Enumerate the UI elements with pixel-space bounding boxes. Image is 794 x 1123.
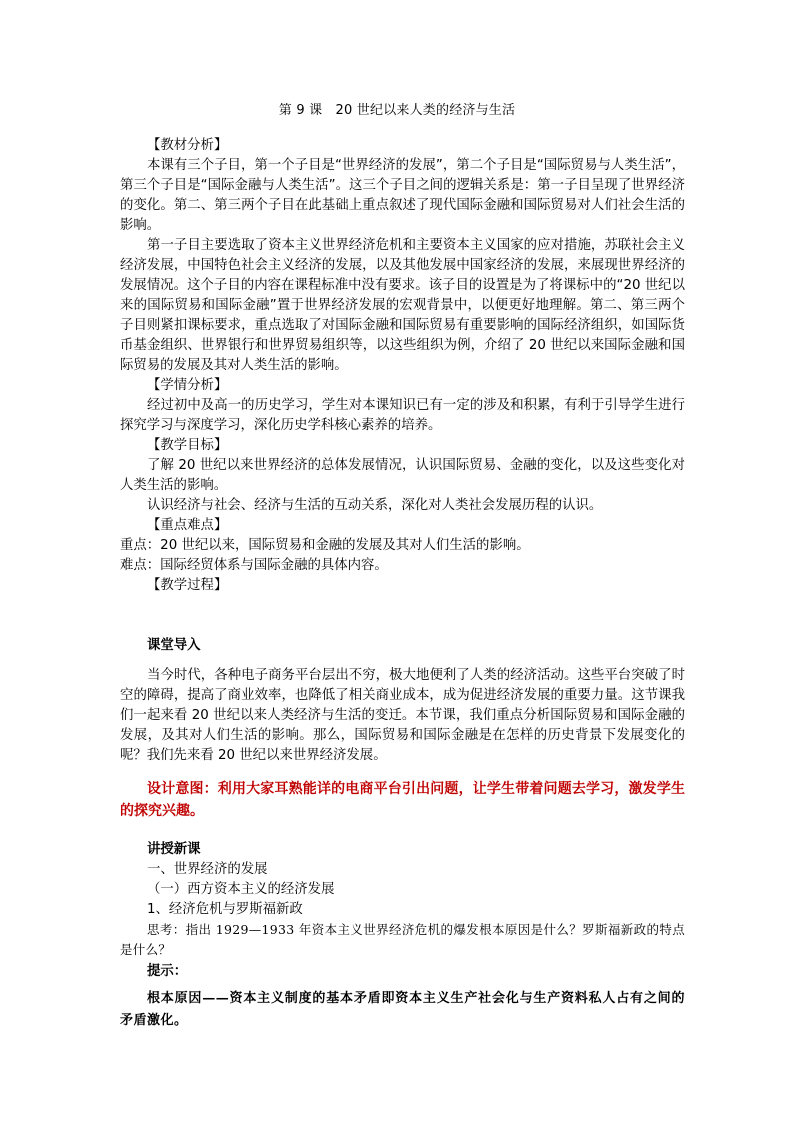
key-points-heading: 【重点难点】	[147, 518, 228, 533]
new-lesson-heading: 讲授新课	[147, 842, 201, 857]
textbook-analysis-paragraph-1: 本课有三个子目，第一个子目是“世界经济的发展”，第二个子目是“国际贸易与人类生活”，第三个子目是“国际金融与人类生活”。这三个子目之间的逻辑关系是：第一子目呈现了世界经济的变化。第二、第三两个子目在此基础上重点叙述了现代国际金融和国际贸易对人们社会生活的影响。	[120, 158, 685, 233]
new-lesson-section	[120, 840, 685, 1032]
design-intent-section	[120, 778, 685, 822]
difficult-point: 难点：国际经贸体系与国际金融的具体内容。	[120, 558, 388, 573]
think-question: 思考：指出 1929—1933 年资本主义世界经济危机的爆发根本原因是什么？罗斯福新政的特点是什么？	[120, 922, 685, 957]
process-heading: 【教学过程】	[147, 578, 228, 593]
hint-label: 提示：	[147, 964, 188, 979]
item-1-heading: 1、经济危机与罗斯福新政	[147, 902, 303, 917]
learner-analysis-heading: 【学情分析】	[147, 378, 228, 393]
lesson-title: 第 9 课 20 世纪以来人类的经济与生活	[278, 103, 516, 118]
key-point: 重点：20 世纪以来，国际贸易和金融的发展及其对人们生活的影响。	[120, 538, 530, 553]
intro-heading: 课堂导入	[147, 638, 201, 653]
objectives-paragraph-1: 了解 20 世纪以来世界经济的总体发展情况，认识国际贸易、金融的变化，以及这些变化对人类生活的影响。	[120, 458, 685, 493]
textbook-analysis-heading: 【教材分析】	[147, 138, 228, 153]
intro-section	[120, 636, 685, 766]
textbook-analysis-section	[120, 136, 685, 596]
design-intent: 设计意图：利用大家耳熟能详的电商平台引出问题，让学生带着问题去学习，激发学生的探究兴趣。	[120, 781, 685, 819]
intro-paragraph: 当今时代，各种电子商务平台层出不穷，极大地便利了人类的经济活动。这些平台突破了时空的障碍，提高了商业效率，也降低了相关商业成本，成为促进经济发展的重要力量。这节课我们一起来看 20 世纪以来人类经济与生活的变迁。本节课，我们重点分析国际贸易和国际金融的发展，及其对人们生活的影响。那么，国际贸易和国际金融是在怎样的历史背景下发展变化的呢？我们先来看 20 世纪以来世界经济发展。	[120, 668, 685, 763]
subsection-1-heading: （一）西方资本主义的经济发展	[147, 882, 335, 897]
objectives-paragraph-2: 认识经济与社会、经济与生活的互动关系，深化对人类社会发展历程的认识。	[147, 498, 603, 513]
learner-analysis-paragraph: 经过初中及高一的历史学习，学生对本课知识已有一定的涉及和积累，有利于引导学生进行探究学习与深度学习，深化历史学科核心素养的培养。	[120, 398, 685, 433]
hint-answer: 根本原因——资本主义制度的基本矛盾即资本主义生产社会化与生产资料私人占有之间的矛盾激化。	[120, 991, 685, 1028]
textbook-analysis-paragraph-2: 第一子目主要选取了资本主义世界经济危机和主要资本主义国家的应对措施，苏联社会主义经济发展，中国特色社会主义经济的发展，以及其他发展中国家经济的发展，来展现世界经济的发展情况。这个子目的内容在课程标准中没有要求。该子目的设置是为了将课标中的“20 世纪以来的国际贸易和国际金融”置于世界经济发展的宏观背景中，以便更好地理解。第二、第三两个子目则紧扣课标要求，重点选取了对国际金融和国际贸易有重要影响的国际经济组织，如国际货币基金组织、世界银行和世界贸易组织等，以这些组织为例，介绍了 20 世纪以来国际金融和国际贸易的发展及其对人类生活的影响。	[120, 238, 685, 373]
objectives-heading: 【教学目标】	[147, 438, 228, 453]
section-1-heading: 一、世界经济的发展	[147, 862, 268, 877]
